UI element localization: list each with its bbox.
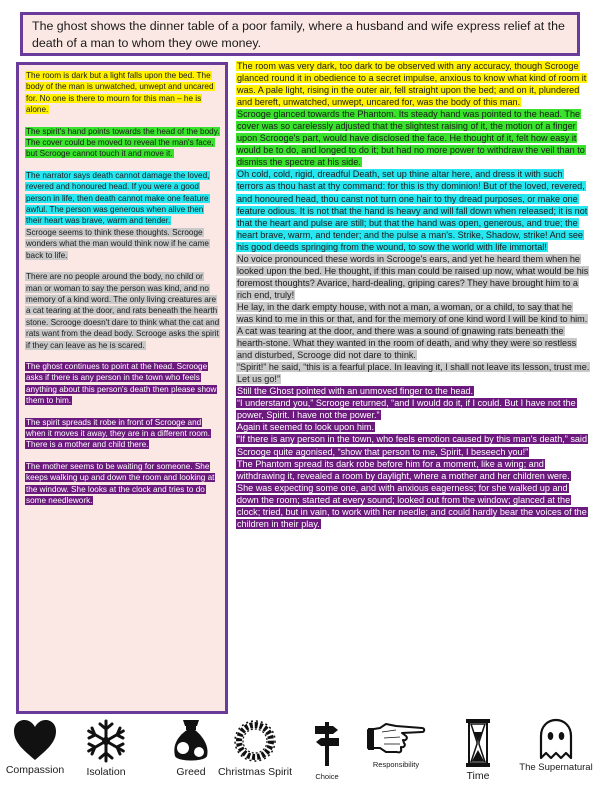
theme-label: Time — [466, 770, 490, 782]
extract-text: “I understand you,” Scrooge returned, “and I would do it, if I could. But I have not the power, Spirit. I have not the power.” — [237, 398, 576, 421]
summary-paragraph — [25, 461, 221, 507]
extract-paragraph — [236, 421, 590, 433]
summary-text: There are no people around the body, no child or man or woman to say the person was kind, and no memory of a kind word. The only living creatures are a cat tearing at the door, and rats beneath the hearth stone. Scrooge doesn't dare to think what the cat and rats want from the dead body. Scrooge asks the spirit if they can leave as he is scared. — [26, 272, 220, 350]
theme-choice — [305, 718, 349, 781]
theme-time — [458, 718, 498, 782]
heart-icon — [12, 718, 58, 762]
header-banner — [20, 12, 580, 56]
theme-isolation — [76, 718, 136, 778]
extract-text: The room was very dark, too dark to be observed with any accuracy, though Scrooge glanced round it in obedience to a secret impulse, anxious to know what kind of room it was. A pale light, rising in the outer air, fell straight upon the bed; and on it, plundered and bereft, unwatched, unwept, uncared for, was the body of this man. — [237, 61, 587, 108]
extract-text: No voice pronounced these words in Scrooge's ears, and yet he heard them when he looked upon the bed. He thought, if this man could be raised up now, what would be his foremost thoughts? Avarice, hard-dealing, griping cares? They have brought him to a rich end, truly! — [237, 253, 589, 300]
extract-text: The Phantom spread its dark robe before him for a moment, like a wing; and withdrawing it, revealed a room by daylight, where a mother and her children were. — [237, 458, 570, 481]
theme-label: Isolation — [86, 766, 126, 778]
summary-paragraph — [25, 271, 221, 351]
summary-text: The room is dark but a light falls upon the bed. The body of the man is unwatched, unwept and uncared for. No one is there to mourn for this man – he is alone. — [26, 71, 214, 115]
extract-paragraph — [236, 253, 590, 301]
summary-text: The mother seems to be waiting for someone. She keeps walking up and down the room and looking at the window. She looks at the clock and tries to do some needlework. — [26, 461, 215, 505]
theme-label: Christmas Spirit — [217, 766, 293, 778]
header-text: The ghost shows the dinner table of a poor family, where a husband and wife express relief at the death of a man to whom they owe money. — [32, 19, 565, 50]
summary-paragraph — [25, 227, 221, 261]
summary-text: The narrator says death cannot damage the loved, revered and honoured head. If you were a good person in life, then death cannot make one feature awful. The person was generous when alive then their heart was brave, warm and tender. — [26, 170, 210, 226]
theme-label: Choice — [315, 772, 339, 781]
summary-text: The spirit's hand points towards the head of the body. The cover could be moved to reveal the man's face, but Scrooge cannot touch it and move it. — [26, 126, 220, 159]
extract-text: “Spirit!” he said, “this is a fearful place. In leaving it, I shall not leave its lesson, trust me. Let us go!” — [237, 362, 590, 385]
theme-responsibility — [358, 718, 434, 769]
theme-label: Responsibility — [372, 760, 420, 769]
signpost-icon — [311, 718, 343, 766]
theme-supernatural — [512, 718, 600, 773]
extract-text: “If there is any person in the town, who feels emotion caused by this man's death,” said Scrooge quite agonised, “show that person to me, Spirit, I beseech you!” — [237, 434, 588, 457]
extract-paragraph — [236, 361, 590, 385]
extract-text: Still the Ghost pointed with an unmoved finger to the head. — [237, 386, 474, 397]
ghost-icon — [537, 718, 575, 760]
theme-label: Compassion — [5, 764, 65, 776]
extract-text: She was expecting some one, and with anxious eagerness; for she walked up and down the room; started at every sound; looked out from the window; glanced at the clock; tried, but in vain, to work with her needle; and could hardly bear the voices of the children in their play. — [237, 482, 587, 529]
money-bag-icon — [171, 718, 211, 764]
extract-paragraph — [236, 482, 590, 530]
summary-paragraph — [25, 70, 221, 116]
extract-text: Oh cold, cold, rigid, dreadful Death, set up thine altar here, and dress it with such terrors as thou hast at thy command: for this is thy dominion! But of the loved, revered, and honoured head, thou canst not turn one hair to thy dread purposes, or make one feature odious. It is not that the hand is heavy and will fall down when released; it is not that the heart and pulse are still; but that the hand was open, generous, and true; the heart brave, warm, and tender; and the pulse a man's. Strike, Shadow, strike! And see his good deeds springing from the wound, to sow the world with life immortal! — [237, 169, 588, 252]
summary-paragraph — [25, 417, 221, 451]
extract-paragraph — [236, 60, 590, 108]
theme-compassion — [0, 718, 70, 776]
theme-label: Greed — [176, 766, 206, 778]
wreath-icon — [232, 718, 278, 764]
summary-panel — [16, 62, 228, 714]
hourglass-icon — [465, 718, 491, 768]
extract-paragraph — [236, 301, 590, 361]
extract-paragraph — [236, 168, 590, 252]
snowflake-icon — [83, 718, 129, 764]
theme-icons-row — [0, 718, 600, 790]
summary-text: Scrooge seems to think these thoughts. Scrooge wonders what the man would think now if he came back to life. — [26, 227, 209, 260]
extract-text: He lay, in the dark empty house, with not a man, a woman, or a child, to say that he was kind to me in this or that, and for the memory of one kind word I will be kind to him. A cat was tearing at the door, and there was a sound of gnawing rats beneath the hearth-stone. What they wanted in the room of death, and why they were so restless and disturbed, Scrooge did not dare to think. — [237, 301, 588, 361]
extract-paragraph — [236, 397, 590, 421]
extract-paragraph — [236, 433, 590, 457]
summary-paragraph — [25, 361, 221, 407]
extract-paragraph — [236, 458, 590, 482]
extract-paragraph — [236, 385, 590, 397]
novel-extract — [236, 60, 590, 530]
summary-paragraph — [25, 170, 221, 227]
extract-text: Again it seemed to look upon him. — [237, 422, 374, 433]
pointing-hand-icon — [366, 718, 426, 758]
extract-paragraph — [236, 108, 590, 168]
theme-christmas-spirit — [208, 718, 302, 778]
summary-paragraph — [25, 126, 221, 160]
summary-text: The spirit spreads it robe in front of Scrooge and when it moves it away, they are in a different room. There is a mother and child there. — [26, 417, 211, 450]
extract-text: Scrooge glanced towards the Phantom. Its steady hand was pointed to the head. The cover was so carelessly adjusted that the slightest raising of it, the motion of a finger upon Scrooge's part, would have disclosed the face. He thought of it, felt how easy it would be to do, and longed to do it; but had no more power to withdraw the veil than to dismiss the spectre at his side. — [237, 109, 585, 168]
theme-label: The Supernatural — [519, 762, 593, 773]
summary-text: The ghost continues to point at the head. Scrooge asks if there is any person in the town who feels anything about this person's death then please show them to him. — [26, 361, 217, 406]
